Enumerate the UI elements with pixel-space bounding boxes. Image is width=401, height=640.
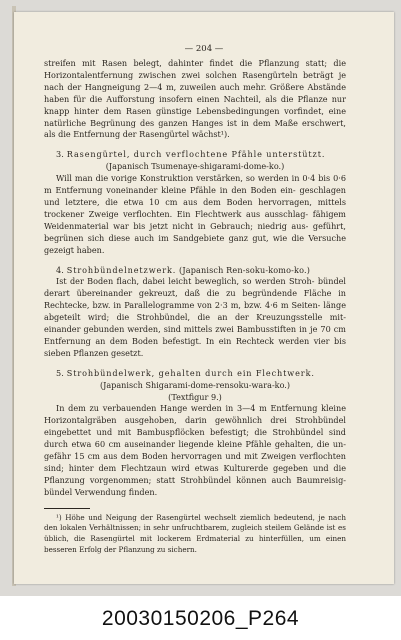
section-title: Strohbündelnetzwerk. (66, 264, 177, 275)
body-line: gefähr 15 cm aus dem Boden hervorragen und mit Zweigen verflochten (44, 451, 346, 462)
body-line: 70 cm Entfernung an dem Boden befestigt. In ein Rechteck werden (44, 324, 346, 346)
intro-paragraph (44, 58, 346, 141)
body-line: in Rechtecke, bzw. in Parallelogramme von 2·3 m, bzw. 4·6 m Seiten- (44, 288, 346, 311)
body-line: eingebettet und mit Bambuspflöcken befestigt; die Strohbündel sind (44, 427, 346, 438)
intro-line: knapp hinter dem Rasen günstige Lebensbedingungen vorfindet, eine (44, 105, 346, 116)
section-4-body (44, 276, 346, 359)
footnote-line: ¹) Höhe und Neigung der Rasengürtel wechselt ziemlich bedeutend, je (56, 512, 325, 522)
section-number: 4. (56, 264, 65, 275)
body-line: mittels trockener Zweige verflochten. Ein Flechtwerk aus ausschlag- (44, 196, 346, 219)
intro-line: natürliche Begrünung des ganzen Hanges ist in dem Maße erschwert, (44, 117, 346, 128)
body-line: kleine Horizontalgräben ausgehoben, darin gewöhnlich drei Strohbündel (44, 403, 346, 426)
body-line: bis 0·6 m Entfernung voneinander kleine Pfähle in den Boden ein- (44, 173, 346, 196)
body-line: bündel derart übereinander gekreuzt, daß die zu begründende Fläche (44, 276, 347, 299)
section-3-body (44, 173, 346, 256)
body-line: durch etwa 60 cm auseinander liegende kleine Pfähle gehalten, die un- (44, 439, 346, 450)
section-3-heading (44, 149, 346, 161)
footnote (44, 513, 346, 555)
body-line: Ist der Boden flach, dabei leicht beweglich, so werden Stroh- (56, 276, 315, 287)
footnote-divider (44, 508, 90, 509)
section-5-figure-ref: (Textfigur 9.) (168, 391, 222, 402)
intro-line: streifen mit Rasen belegt, dahinter findet die Pflanzung statt; die (44, 58, 346, 68)
body-line: Pflanzung vorgenommen; statt Strohbündel können auch Baumreisig- (44, 474, 346, 485)
page-content (44, 58, 346, 555)
footnote-line: ist es üblich, die Rasengürtel mit lockerem Erdmaterial zu hinterfüllen, um (44, 523, 346, 543)
section-title: Strohbündelwerk, gehalten durch ein Flechtwerk. (66, 367, 315, 378)
body-line: In dem zu verbauenden Hange werden in 3—4 m Entfernung (56, 403, 318, 414)
body-line: länge abgeteilt wird; die Strohbündel, die an der Kreuzungsstelle mit- (44, 300, 346, 323)
section-4-heading (44, 265, 346, 277)
body-line: bündel Verwendung finden. (44, 486, 158, 497)
body-line: einander gebunden werden, sind mittels zwei Bambusstiften in je (44, 324, 318, 335)
section-3-subheading: (Japanisch Tsumenaye-shigarami-dome-ko.) (105, 161, 285, 172)
page-number: — 204 — (184, 44, 224, 54)
body-line: sind; hinter dem Flechtzaun wird etwas Kulturerde gegeben und die (44, 463, 346, 473)
intro-line: als die Entfernung der Rasengürtel wächst¹). (44, 129, 230, 140)
body-line: geführt, begrünen sich diese auch im Sandgebiete ganz gut, wie die (44, 220, 346, 243)
body-line: Versuche gezeigt haben. (44, 232, 346, 255)
footnote-line: einen besseren Erfolg der Pflanzung zu sichern. (44, 533, 346, 554)
archive-caption: 20030150206_P264 (101, 607, 300, 630)
body-line: fähigem Weidenmaterial war bis jetzt nicht in Gebrauch; niedrig aus- (44, 208, 346, 231)
section-subtitle: (Japanisch Ren-soku-komo-ko.) (179, 264, 311, 275)
footnote-line: nach den lokalen Verhältnissen; in sehr unfruchtbarem, zugleich steilem Gelände (44, 512, 346, 533)
section-5-subheading: (Japanisch Shigarami-dome-rensoku-wara-ko.) (99, 379, 291, 390)
intro-line: nach der Hangneigung 2—4 m, zuweilen auch mehr. Größere Abstände (44, 81, 346, 92)
intro-line: haben für die Aufforstung insofern einen Nachteil, als die Pflanze nur (44, 93, 346, 104)
body-line: geschlagen und letztere, die etwa 10 cm aus dem Boden hervorragen, (44, 185, 346, 207)
section-number: 5. (56, 367, 65, 378)
body-line: vier bis sieben Pflanzen gesetzt. (44, 335, 346, 358)
section-number: 3. (56, 149, 65, 160)
section-5-body (44, 403, 346, 498)
intro-line: Horizontalentfernung zwischen zwei solchen Rasengürteln beträgt je (44, 69, 346, 80)
body-line: Will man die vorige Konstruktion verstärken, so werden in 0·4 (56, 173, 316, 184)
section-title: Rasengürtel, durch verflochtene Pfähle unterstützt. (66, 149, 326, 160)
section-5-heading (44, 368, 346, 380)
